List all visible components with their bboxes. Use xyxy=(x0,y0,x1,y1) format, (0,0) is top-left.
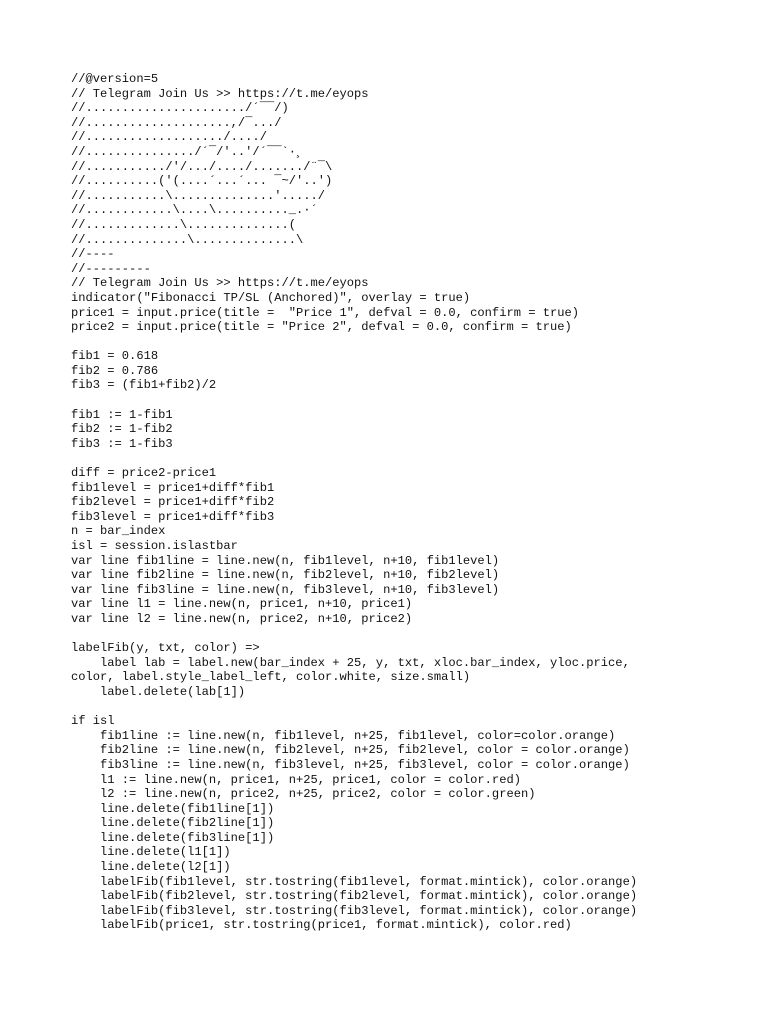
code-line: //....................../´¯¯/) xyxy=(71,101,289,116)
code-line: fib1 = 0.618 xyxy=(71,349,159,364)
code-line: l2 := line.new(n, price2, n+25, price2, color = color.green) xyxy=(71,787,536,802)
code-line: fib2level = price1+diff*fib2 xyxy=(71,495,275,510)
code-line: if isl xyxy=(71,714,115,729)
blank-line xyxy=(71,700,751,715)
code-line: //.................../..../ xyxy=(71,130,267,145)
blank-line xyxy=(71,451,751,466)
code-line: //@version=5 xyxy=(71,72,159,86)
code-listing xyxy=(71,72,751,933)
code-line: var line fib1line = line.new(n, fib1level, n+10, fib1level) xyxy=(71,553,500,568)
code-line: //..............\..............\ xyxy=(71,232,304,247)
code-line: label lab = label.new(bar_index + 25, y, txt, xloc.bar_index, yloc.price, xyxy=(71,655,630,670)
code-line: //............\....\.........._.·´ xyxy=(71,203,318,218)
blank-line xyxy=(71,393,751,408)
code-line: labelFib(y, txt, color) => xyxy=(71,641,260,656)
code-line: fib3 := 1-fib3 xyxy=(71,436,173,451)
code-line: // Telegram Join Us >> https://t.me/eyops xyxy=(71,86,369,101)
code-line: fib3level = price1+diff*fib3 xyxy=(71,509,275,524)
code-line: fib1level = price1+diff*fib1 xyxy=(71,480,275,495)
code-line: labelFib(price1, str.tostring(price1, format.mintick), color.red) xyxy=(71,918,572,933)
code-line: fib3 = (fib1+fib2)/2 xyxy=(71,378,217,393)
code-line: // Telegram Join Us >> https://t.me/eyops xyxy=(71,276,369,291)
code-line: color, label.style_label_left, color.white, size.small) xyxy=(71,670,471,685)
code-line: labelFib(fib1level, str.tostring(fib1level, format.mintick), color.orange) xyxy=(71,874,638,889)
code-line: //---- xyxy=(71,247,115,262)
code-line: l1 := line.new(n, price1, n+25, price1, color = color.red) xyxy=(71,772,521,787)
code-line: line.delete(l1[1]) xyxy=(71,845,231,860)
code-line: //..........('(....´...´... ¯~/'..') xyxy=(71,174,333,189)
code-line: //.........../'/.../..../......./¨¯\ xyxy=(71,159,333,174)
code-line: diff = price2-price1 xyxy=(71,466,217,481)
blank-line xyxy=(71,627,751,642)
code-line: price1 = input.price(title = "Price 1", defval = 0.0, confirm = true) xyxy=(71,305,580,320)
code-line: var line fib3line = line.new(n, fib3level, n+10, fib3level) xyxy=(71,582,500,597)
code-line: //.............../´¯/'..'/´¯¯`·¸ xyxy=(71,144,304,159)
code-line: fib2 := 1-fib2 xyxy=(71,422,173,437)
code-line: labelFib(fib2level, str.tostring(fib2level, format.mintick), color.orange) xyxy=(71,889,638,904)
code-line: line.delete(fib3line[1]) xyxy=(71,830,275,845)
code-line: line.delete(fib1line[1]) xyxy=(71,801,275,816)
code-line: fib1 := 1-fib1 xyxy=(71,407,173,422)
code-line: fib2line := line.new(n, fib2level, n+25, fib2level, color = color.orange) xyxy=(71,743,630,758)
code-line: //.............\..............( xyxy=(71,217,296,232)
code-line: labelFib(fib3level, str.tostring(fib3level, format.mintick), color.orange) xyxy=(71,903,638,918)
code-line: isl = session.islastbar xyxy=(71,539,238,553)
code-line: //....................,/¯.../ xyxy=(71,115,282,130)
code-line: line.delete(fib2line[1]) xyxy=(71,816,275,831)
code-line: price2 = input.price(title = "Price 2", defval = 0.0, confirm = true) xyxy=(71,320,572,335)
code-line: fib3line := line.new(n, fib3level, n+25, fib3level, color = color.orange) xyxy=(71,757,630,772)
code-line: var line l2 = line.new(n, price2, n+10, price2) xyxy=(71,611,413,626)
code-line: label.delete(lab[1]) xyxy=(71,684,246,699)
code-line: var line fib2line = line.new(n, fib2level, n+10, fib2level) xyxy=(71,568,500,583)
code-line: n = bar_index xyxy=(71,524,166,539)
code-line: indicator("Fibonacci TP/SL (Anchored)", overlay = true) xyxy=(71,290,471,305)
blank-line xyxy=(71,335,751,350)
code-line: //--------- xyxy=(71,261,151,276)
code-line: fib1line := line.new(n, fib1level, n+25, fib1level, color=color.orange) xyxy=(71,728,616,743)
code-line: fib2 = 0.786 xyxy=(71,363,159,378)
code-line: line.delete(l2[1]) xyxy=(71,860,231,875)
code-line: var line l1 = line.new(n, price1, n+10, price1) xyxy=(71,597,413,612)
code-line: //...........\..............'...../ xyxy=(71,188,326,203)
